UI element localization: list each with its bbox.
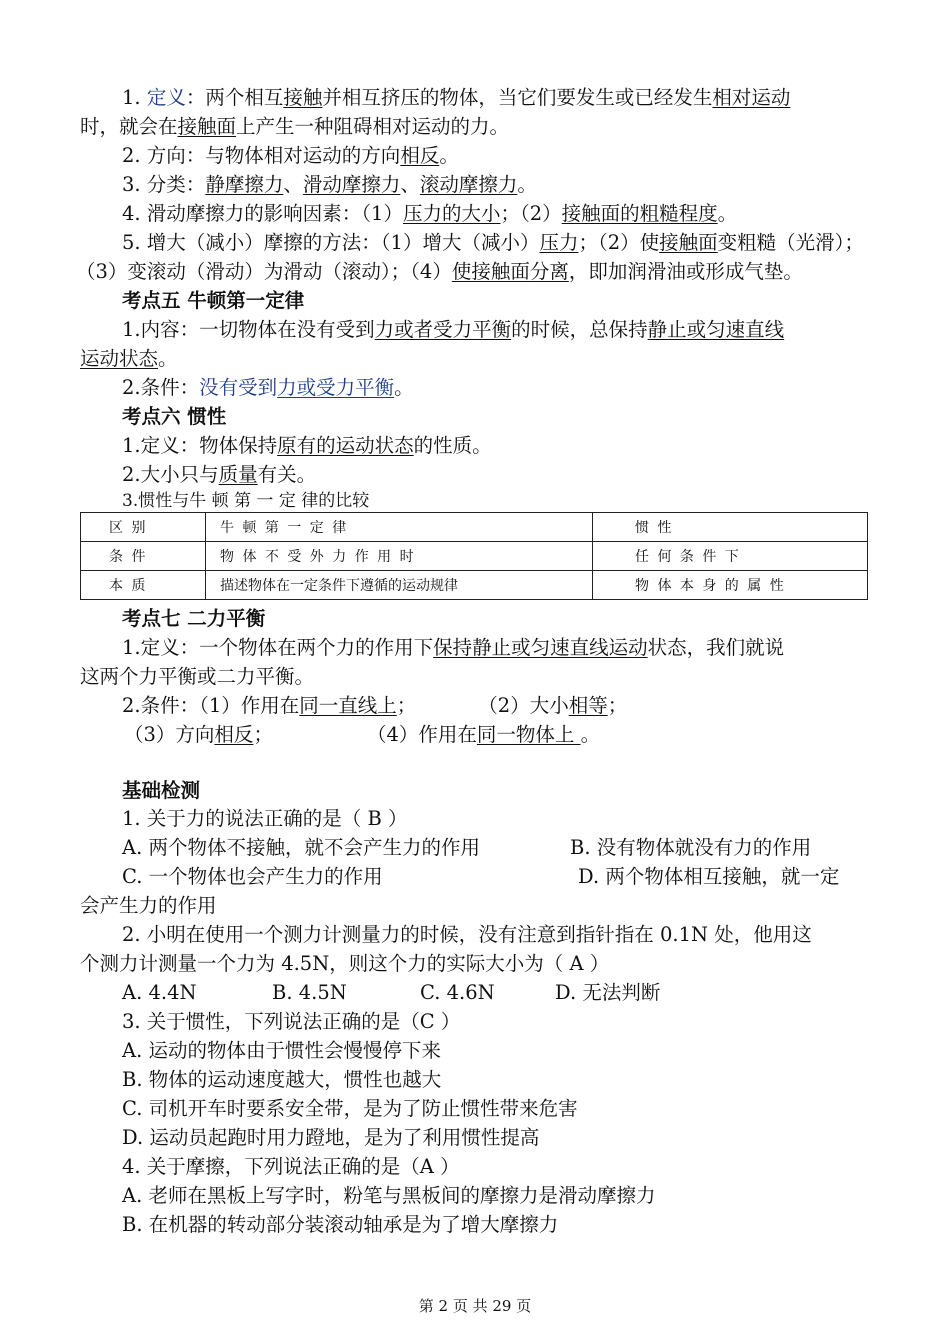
text: 2. 方向：与物体相对运动的方向 (122, 144, 401, 167)
table-row (81, 542, 868, 571)
friction-definition-cont (80, 112, 509, 141)
table-cell: 条 件 (81, 542, 206, 571)
text: ； (253, 723, 273, 746)
section-5-heading: 考点五 牛顿第一定律 (122, 289, 305, 312)
text: 2.大小只与 (122, 463, 219, 486)
text: 、 (400, 173, 420, 196)
table-cell: 惯 性 (593, 513, 868, 542)
section-7-heading: 考点七 二力平衡 (122, 607, 266, 630)
question-2-cont: 个测力计测量一个力为 4.5N，则这个力的实际大小为（ A ） (80, 952, 610, 975)
text: ；（2）使 (578, 231, 660, 254)
text: 4. 滑动摩擦力的影响因素：（1） (122, 202, 403, 225)
blank-answer: 静摩擦力 (205, 173, 284, 196)
text: 。 (439, 144, 459, 167)
newton-first-law-content-cont (80, 344, 178, 373)
blank-answer: 力或受力平衡 (277, 376, 395, 399)
blank-answer: 相等 (568, 694, 608, 717)
text: 时，就会在 (80, 115, 178, 138)
text: 1. (122, 86, 147, 109)
keyword: 定义 (146, 86, 186, 109)
blank-answer: 质量 (218, 463, 258, 486)
blank-answer: 接触面 (659, 231, 718, 254)
text: 2.条件： (122, 376, 200, 399)
question-3: 3. 关于惯性，下列说法正确的是（C ） (122, 1010, 461, 1033)
friction-methods (122, 228, 864, 257)
blank-answer: 滑动摩擦力 (302, 173, 401, 196)
text: （2）大小 (478, 694, 569, 717)
blank-answer: 使接触面分离 (451, 260, 569, 283)
blank-answer: 相对运动 (712, 86, 791, 109)
question-2: 2. 小明在使用一个测力计测量力的时候，没有注意到指针指在 0.1N 处，他用这 (122, 923, 812, 946)
table-cell: 牛 顿 第 一 定 律 (206, 513, 593, 542)
question-1-option-d-cont: 会产生力的作用 (80, 894, 217, 917)
question-3-option-c: C. 司机开车时要系安全带，是为了防止惯性带来危害 (122, 1097, 578, 1120)
text: ； (607, 694, 628, 717)
blank-answer: 同一直线上 (299, 694, 397, 717)
question-1-option-a: A. 两个物体不接触，就不会产生力的作用 (122, 836, 480, 859)
section-6-heading: 考点六 惯性 (122, 405, 227, 428)
balance-definition-cont: 这两个力平衡或二力平衡。 (80, 665, 315, 688)
text: （4）作用在 (366, 723, 477, 746)
text: ：两个相互 (185, 86, 284, 109)
text: 1.定义：一个物体在两个力的作用下 (122, 636, 434, 659)
question-1: 1. 关于力的说法正确的是（ B ） (122, 807, 408, 830)
friction-factors (122, 199, 737, 228)
newton-first-law-condition (122, 373, 414, 402)
blank-answer: 同一物体上 (476, 723, 581, 746)
blank-answer: 保持静止或匀速直线运动 (433, 636, 648, 659)
text: 。 (158, 347, 178, 370)
text: ；（2） (500, 202, 562, 225)
quiz-heading: 基础检测 (122, 779, 201, 802)
text: 的时候，总保持 (511, 318, 648, 341)
blank-answer: 相反 (214, 723, 254, 746)
table-row (81, 513, 868, 542)
text: ； (396, 694, 417, 717)
balance-definition (122, 633, 784, 662)
blank-answer: 静止或匀速直线 (647, 318, 785, 341)
table-row (81, 571, 868, 600)
question-2-option-b: B. 4.5N (272, 981, 347, 1004)
text: 。 (717, 202, 738, 225)
question-2-option-c: C. 4.6N (420, 981, 495, 1004)
blank-answer: 原有的运动状态 (277, 434, 414, 457)
page-footer: 第 2 页 共 29 页 (418, 1297, 532, 1315)
text: 并相互挤压的物体，当它们要发生或已经发生 (322, 86, 713, 109)
question-1-option-b: B. 没有物体就没有力的作用 (570, 836, 812, 859)
blank-answer: 接触面的粗糙程度 (561, 202, 718, 225)
text: ，即加润滑油或形成气垫。 (568, 260, 803, 283)
blank-answer: 力或者受力平衡 (374, 318, 512, 341)
comparison-caption: 3.惯性与牛 顿 第 一 定 律的比较 (122, 491, 370, 511)
question-4-option-b: B. 在机器的转动部分装滚动轴承是为了增大摩擦力 (122, 1213, 559, 1236)
question-1-option-c: C. 一个物体也会产生力的作用 (122, 865, 383, 888)
text: 5. 增大（减小）摩擦的方法：（1）增大（减小） (122, 231, 540, 254)
inertia-magnitude (122, 460, 316, 489)
question-4-option-a: A. 老师在黑板上写字时，粉笔与黑板间的摩擦力是滑动摩擦力 (122, 1184, 656, 1207)
question-3-option-d: D. 运动员起跑时用力蹬地，是为了利用惯性提高 (122, 1126, 540, 1149)
blank-answer: 接触 (283, 86, 323, 109)
friction-methods-cont (76, 257, 803, 286)
friction-definition (122, 83, 790, 112)
text: 1.内容：一切物体在没有受到 (122, 318, 375, 341)
table-cell: 物 体 本 身 的 属 性 (593, 571, 868, 600)
question-3-option-b: B. 物体的运动速度越大，惯性也越大 (122, 1068, 442, 1091)
balance-conditions-1 (122, 691, 627, 720)
text: （3）变滚动（滑动）为滑动（滚动）；（4） (76, 260, 452, 283)
comparison-table (80, 512, 868, 600)
keyword: 没有受到 (199, 376, 278, 399)
friction-types (122, 170, 537, 199)
text: 上产生一种阻碍相对运动的力。 (236, 115, 510, 138)
text: 3. 分类： (122, 173, 206, 196)
text: 变粗糙（光滑）； (717, 231, 864, 254)
table-cell: 任 何 条 件 下 (593, 542, 868, 571)
text: 、 (283, 173, 303, 196)
blank-answer: 压力 (539, 231, 579, 254)
blank-answer: 滚动摩擦力 (419, 173, 518, 196)
blank-answer: 接触面 (177, 115, 237, 138)
friction-direction (122, 141, 459, 170)
question-2-option-a: A. 4.4N (122, 981, 197, 1004)
text: 1.定义：物体保持 (122, 434, 278, 457)
question-4: 4. 关于摩擦，下列说法正确的是（A ） (122, 1155, 460, 1178)
inertia-definition (122, 431, 492, 460)
question-2-option-d: D. 无法判断 (555, 981, 661, 1004)
table-cell: 描述物体在一定条件下遵循的运动规律 (206, 571, 593, 600)
newton-first-law-content (122, 315, 784, 344)
balance-conditions-2 (124, 720, 600, 749)
text: 的性质。 (413, 434, 492, 457)
table-cell: 物 体 不 受 外 力 作 用 时 (206, 542, 593, 571)
text: 。 (580, 723, 601, 746)
text: 。 (517, 173, 537, 196)
table-cell: 本 质 (81, 571, 206, 600)
blank-answer: 运动状态 (80, 347, 159, 370)
text: （3）方向 (124, 723, 215, 746)
table-cell: 区 别 (81, 513, 206, 542)
question-3-option-a: A. 运动的物体由于惯性会慢慢停下来 (122, 1039, 441, 1062)
text: 状态，我们就说 (647, 636, 785, 659)
blank-answer: 压力的大小 (402, 202, 501, 225)
blank-answer: 相反 (400, 144, 440, 167)
question-1-option-d: D. 两个物体相互接触，就一定 (578, 865, 840, 888)
text: 。 (394, 376, 414, 399)
text: 2.条件：（1）作用在 (122, 694, 300, 717)
text: 有关。 (257, 463, 317, 486)
